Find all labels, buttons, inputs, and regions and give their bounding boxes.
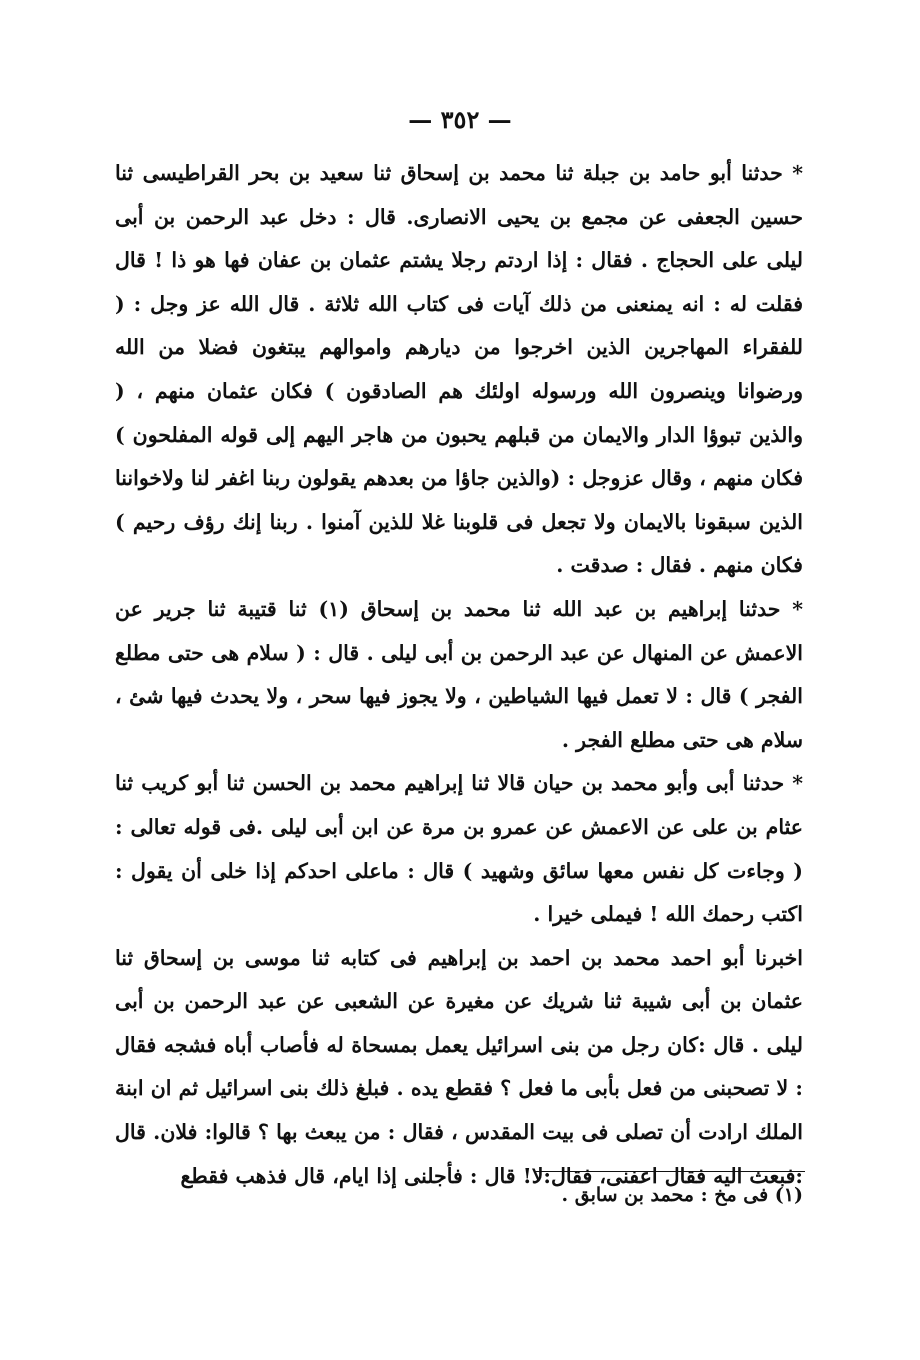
paragraph-hadith-1: * حدثنا أبو حامد بن جبلة ثنا محمد بن إسحاق ثنا سعيد بن بحر القراطيسى ثنا حسين الجعفى عن مجمع بن يحيى الانصارى. قال : دخل عبد الرحمن بن أبى ليلى على الحجاج . فقال : إذا اردتم رجلا يشتم عثمان بن عفان فها هو ذا ! قال فقلت له : انه يمنعنى من ذلك آيات فى كتاب الله ثلاثة . قال الله عز وجل : ( للفقراء المهاجرين الذين اخرجوا من ديارهم واموالهم يبتغون فضلا من الله ورضوانا وينصرون الله ورسوله اولئك هم الصادقون ) فكان عثمان منهم ، ( والذين تبوؤا الدار والايمان من قبلهم يحبون من هاجر اليهم إلى قوله المفلحون ) فكان منهم ، وقال عزوجل : (والذين جاؤا من بعدهم يقولون ربنا اغفر لنا ولاخواننا الذين سبقونا بالايمان ولا تجعل فى قلوبنا غلا للذين آمنوا . ربنا إنك رؤف رحيم ) فكان منهم . فقال : صدقت . [115,161,803,578]
footnote: (١) فى مخ : محمد بن سابق . [561,1184,803,1206]
main-text [115,152,803,1198]
paragraph-hadith-2: * حدثنا إبراهيم بن عبد الله ثنا محمد بن إسحاق (١) ثنا قتيبة ثنا جرير عن الاعمش عن المنهال عن عبد الرحمن بن أبى ليلى . قال : ( سلام هى حتى مطلع الفجر ) قال : لا تعمل فيها الشياطين ، ولا يجوز فيها سحر ، ولا يحدث فيها شئ ، سلام هى حتى مطلع الفجر . [115,596,803,752]
page-number: — ٣٥٢ — [408,105,512,134]
footnote-divider [535,1171,805,1172]
paragraph-hadith-4: اخبرنا أبو احمد محمد بن احمد بن إبراهيم فى كتابه ثنا موسى بن إسحاق ثنا عثمان بن أبى شيبة ثنا شريك عن مغيرة عن الشعبى عن عبد الرحمن بن أبى ليلى . قال :كان رجل من بنى اسرائيل يعمل بمسحاة له فأصاب أباه فشجه فقال : لا تصحبنى من فعل بأبى ما فعل ؟ فقطع يده . فبلغ ذلك بنى اسرائيل ثم ان ابنة الملك ارادت أن تصلى فى بيت المقدس ، فقال : من يبعث بها ؟ قالوا: فلان. قال :فبعث اليه فقال اعفنى، فقال:لا! قال : فأجلنى إذا ايام، قال فذهب فقطع [115,945,803,1188]
paragraph-hadith-3: * حدثنا أبى وأبو محمد بن حيان قالا ثنا إبراهيم محمد بن الحسن ثنا أبو كريب ثنا عثام بن على عن الاعمش عن عمرو بن مرة عن ابن أبى ليلى .فى قوله تعالى : ( وجاءت كل نفس معها سائق وشهيد ) قال : ماعلى احدكم إذا خلى أن يقول : اكتب رحمك الله ! فيملى خيرا . [115,771,803,927]
